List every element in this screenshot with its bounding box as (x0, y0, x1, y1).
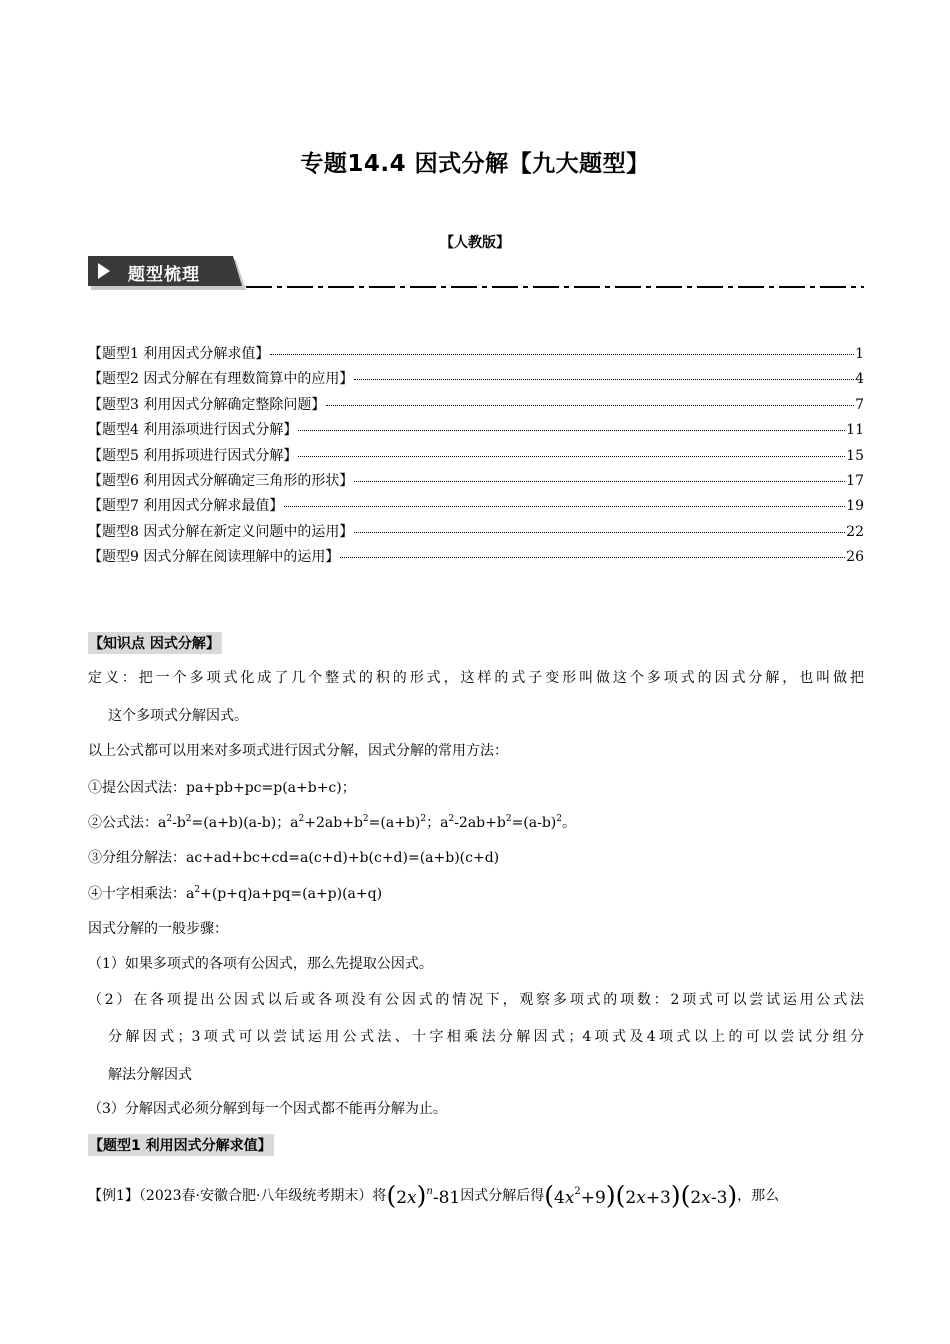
toc-page: 17 (846, 472, 864, 489)
toc-page: 11 (846, 422, 864, 439)
toc-label: 【题型4 利用添项进行因式分解】 (88, 422, 298, 439)
example-suffix: ，那么 (737, 1187, 780, 1204)
toc-label: 【题型6 利用因式分解确定三角形的形状】 (88, 472, 354, 489)
steps-title: 因式分解的一般步骤： (88, 921, 228, 937)
toc-entry[interactable] (88, 368, 864, 393)
toc-entry[interactable] (88, 495, 864, 520)
toc-entry[interactable] (88, 394, 864, 419)
method-4-label: ④十字相乘法： (88, 886, 186, 902)
edition-label: 【人教版】 (440, 235, 510, 251)
expression-original: $(2x)^n-81$ (386, 1181, 461, 1210)
toc-label: 【题型5 利用拆项进行因式分解】 (88, 447, 298, 464)
toc-entry[interactable] (88, 419, 864, 444)
definition-line-1: 定义：把一个多项式化成了几个整式的积的形式，这样的式子变形叫做这个多项式的因式分解，也叫做把 (88, 670, 864, 686)
toc-page: 4 (855, 371, 864, 388)
step-3: （3）分解因式必须分解到每一个因式都不能再分解为止。 (88, 1101, 447, 1117)
step-2-line-2: 分解因式；3项式可以尝试运用公式法、十字相乘法分解因式；4项式及4项式以上的可以尝试分组分 (108, 1029, 864, 1045)
toc-entry[interactable] (88, 546, 864, 571)
toc-label: 【题型7 利用因式分解求最值】 (88, 498, 284, 515)
toc-label: 【题型2 因式分解在有理数简算中的应用】 (88, 371, 354, 388)
method-1: ①提公因式法：pa+pb+pc=p(a+b+c)； (88, 780, 356, 796)
toc-label: 【题型8 因式分解在新定义问题中的运用】 (88, 523, 354, 540)
method-2: ②公式法：$a^2-b^2=(a+b)(a-b)$；$a^2+2ab+b^2=(a+b)^2$；$a^2-2ab+b^2=(a-b)^2$。 (88, 814, 576, 831)
example-mid: 因式分解后得 (460, 1187, 545, 1204)
step-2-line-1: （2）在各项提出公因式以后或各项没有公因式的情况下，观察多项式的项数：2项式可以尝试运用公式法 (88, 992, 864, 1008)
table-of-contents (88, 343, 864, 572)
methods-intro: 以上公式都可以用来对多项式进行因式分解，因式分解的常用方法： (88, 743, 508, 759)
section-1-header: 【题型1 利用因式分解求值】 (88, 1134, 274, 1156)
section-banner (88, 256, 246, 290)
toc-page: 26 (846, 549, 864, 566)
step-2-line-3: 解法分解因式 (108, 1067, 192, 1083)
method-3: ③分组分解法：ac+ad+bc+cd=a(c+d)+b(c+d)=(a+b)(c+d) (88, 850, 500, 866)
toc-page: 19 (846, 498, 864, 515)
toc-page: 7 (855, 396, 864, 413)
banner-label: 题型梳理 (128, 265, 200, 285)
toc-entry[interactable] (88, 343, 864, 368)
expression-factored: $(4x^2+9)(2x+3)(2x-3)$ (544, 1181, 738, 1210)
example-prefix: 【例1】（2023春·安徽合肥·八年级统考期末）将 (88, 1187, 387, 1204)
toc-entry[interactable] (88, 470, 864, 495)
page-title: 专题14.4 因式分解【九大题型】 (300, 151, 650, 177)
toc-page: 1 (855, 346, 864, 362)
step-1: （1）如果多项式的各项有公因式，那么先提取公因式。 (88, 956, 433, 972)
toc-entry[interactable] (88, 521, 864, 546)
method-4: ④十字相乘法：$a^2+(p+q)a+pq=(a+p)(a+q)$ (88, 885, 383, 902)
toc-entry[interactable] (88, 445, 864, 470)
toc-label: 【题型9 因式分解在阅读理解中的运用】 (88, 549, 340, 566)
toc-label: 【题型1 利用因式分解求值】 (88, 346, 270, 362)
toc-page: 22 (846, 523, 864, 540)
example-1 (88, 1180, 779, 1209)
knowledge-header: 【知识点 因式分解】 (88, 632, 222, 654)
toc-label: 【题型3 利用因式分解确定整除问题】 (88, 396, 326, 413)
dash-dot-divider (246, 284, 864, 290)
method-2-label: ②公式法： (88, 815, 158, 831)
definition-line-2: 这个多项式分解因式。 (108, 708, 248, 724)
toc-page: 15 (846, 447, 864, 464)
